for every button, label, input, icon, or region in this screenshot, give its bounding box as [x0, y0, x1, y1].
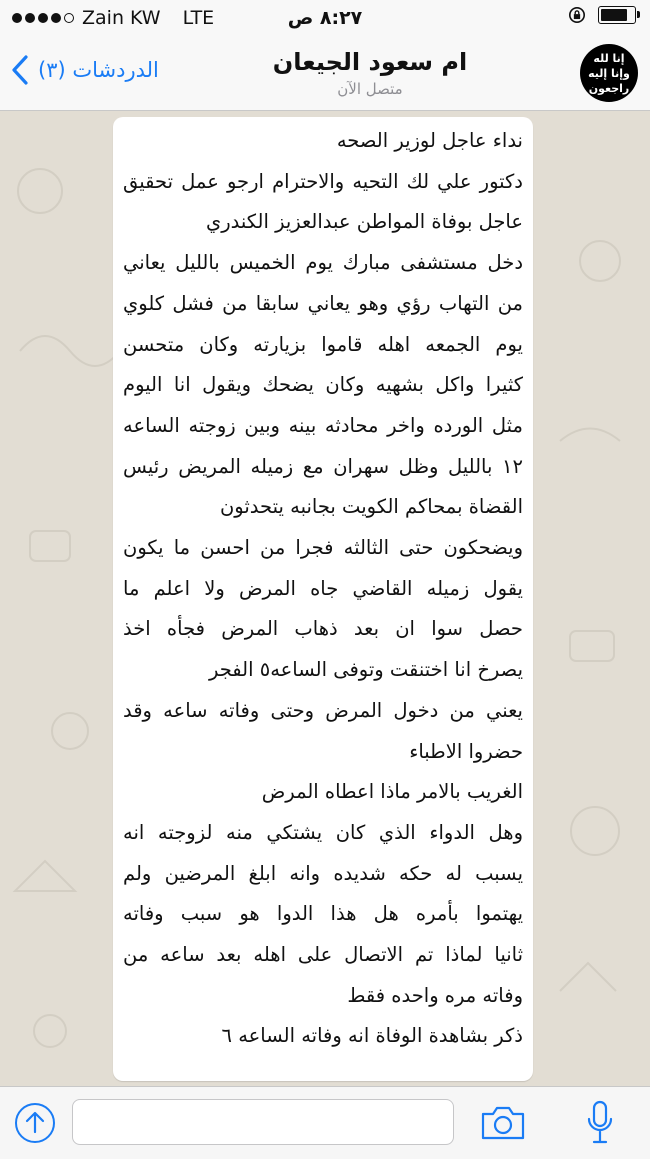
- network-type: LTE: [182, 7, 215, 29]
- carrier-name: Zain KW: [82, 7, 161, 29]
- share-arrow-icon[interactable]: [14, 1102, 56, 1144]
- message-line: وفاته مره واحده فقط: [347, 983, 523, 1007]
- message-line: يهتموا بأمره هل هذا الدوا هو سبب وفاته: [123, 902, 523, 926]
- message-line: ثانيا لماذا تم الاتصال على اهله بعد ساعه من: [123, 943, 523, 967]
- status-right: [568, 6, 636, 24]
- microphone-icon[interactable]: [585, 1099, 615, 1147]
- status-bar: [0, 0, 650, 38]
- message-text: [123, 121, 523, 1057]
- chevron-left-icon: [10, 54, 30, 86]
- message-bubble[interactable]: [113, 117, 533, 1081]
- message-line: دخل مستشفى مبارك يوم الخميس بالليل يعاني: [123, 251, 523, 275]
- message-input[interactable]: [72, 1099, 454, 1145]
- message-line: ١٢ بالليل وظل سهران مع زميله المريض رئيس: [123, 454, 523, 478]
- message-line: الغريب بالامر ماذا اعطاه المرض: [261, 780, 523, 804]
- message-line: وهل الدواء الذي كان يشتكي منه لزوجته انه: [123, 820, 523, 844]
- message-line: عاجل بوفاة المواطن عبدالعزيز الكندري: [205, 210, 523, 234]
- contact-status: متصل الآن: [337, 80, 403, 98]
- battery-icon: [598, 6, 636, 24]
- message-line: القضاة بمحاكم الكويت بجانبه يتحدثون: [219, 495, 523, 519]
- message-line: حصل سوا ان بعد ذهاب المرض فجأه اخذ: [123, 617, 523, 641]
- message-line: نداء عاجل لوزير الصحه: [336, 129, 523, 152]
- message-line: كثيرا واكل بشهيه وكان يضحك ويقول انا اليوم: [123, 373, 523, 397]
- message-line: دكتور علي لك التحيه والاحترام ارجو عمل تحقيق: [123, 169, 523, 193]
- message-line: مثل الورده واخر محادثه بينه وبين زوجته الساعه: [123, 413, 523, 437]
- message-line: يقول زميله القاضي جاه المرض ولا اعلم ما: [123, 576, 523, 600]
- avatar[interactable]: [580, 44, 638, 102]
- message-line: حضروا الاطباء: [409, 739, 523, 763]
- input-bar: [0, 1086, 650, 1159]
- camera-icon[interactable]: [480, 1105, 526, 1141]
- rotation-lock-icon: [568, 6, 586, 24]
- message-line: ويضحكون حتى الثالثه فجرا من احسن ما يكون: [123, 536, 523, 560]
- back-button[interactable]: [10, 54, 159, 86]
- contact-name: ام سعود الجيعان: [272, 48, 468, 76]
- message-line: يوم الجمعه اهله قاموا بزيارته وكان متحسن: [123, 332, 523, 356]
- contact-info[interactable]: [190, 46, 550, 100]
- avatar-text-bottom: وإنا إليه راجعون: [588, 66, 630, 95]
- chat-area[interactable]: [0, 111, 650, 1086]
- message-line: ذكر بشاهدة الوفاة انه وفاته الساعه ٦: [221, 1024, 523, 1048]
- avatar-text-top: إنا لله: [593, 51, 625, 65]
- message-line: يعني من دخول المرض وحتى وفاته ساعه وقد: [123, 698, 523, 722]
- message-line: يسبب له حكه شديده وانه ابلغ المرضين ولم: [123, 861, 523, 885]
- status-time: ٨:٢٧ ص: [287, 7, 363, 29]
- message-line: يصرخ انا اختنقت وتوفى الساعه٥ الفجر: [208, 658, 523, 682]
- chat-header: [0, 38, 650, 111]
- message-line: من التهاب رؤي وهو يعاني سابقا من فشل كلوي: [123, 291, 523, 315]
- back-label: الدردشات (٣): [38, 58, 159, 82]
